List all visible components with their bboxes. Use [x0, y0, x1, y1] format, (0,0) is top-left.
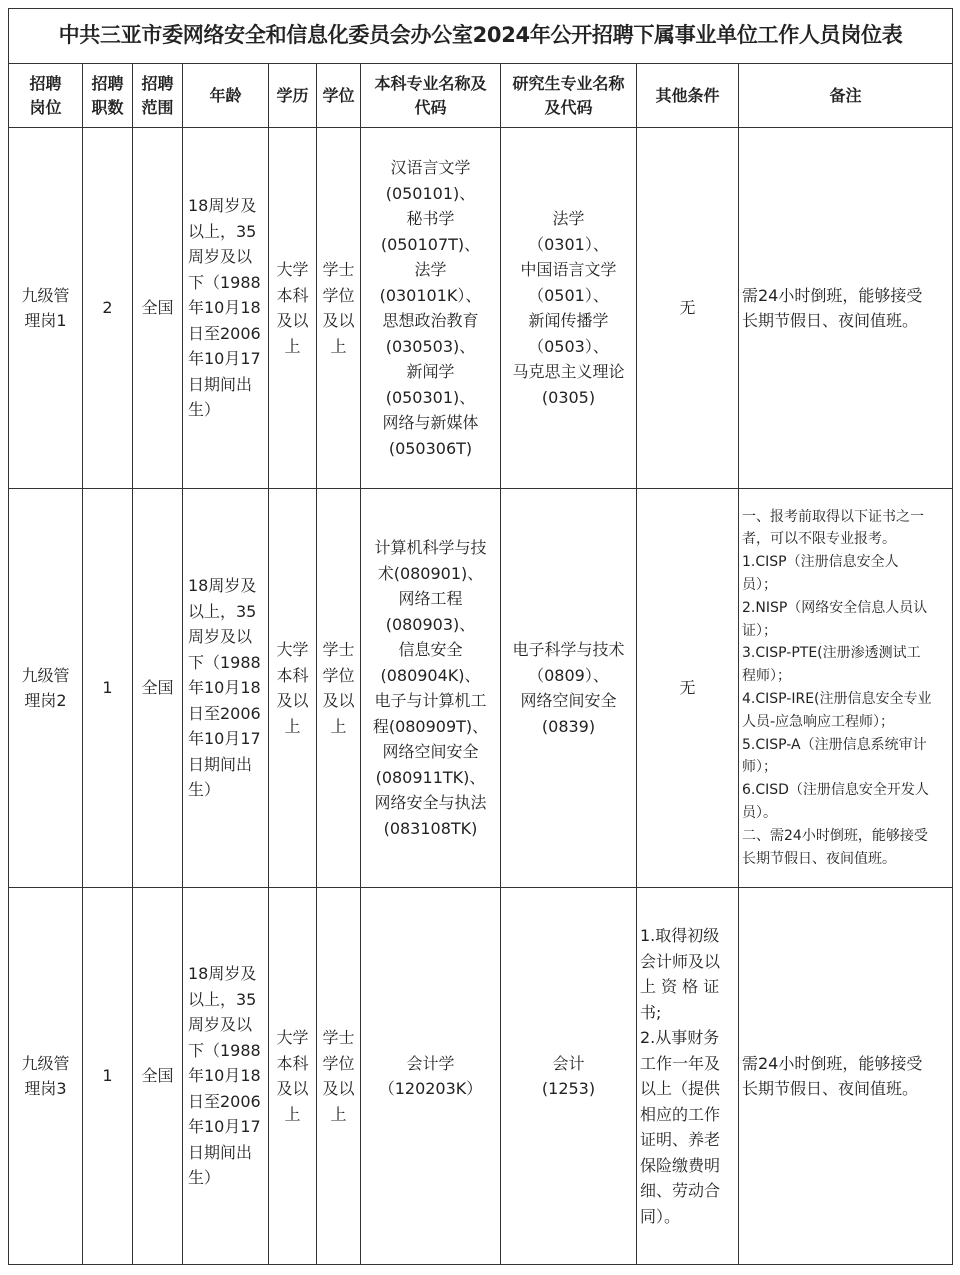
cell-count: 1	[83, 888, 133, 1265]
cell-post: 九级管 理岗3	[9, 888, 83, 1265]
cell-age: 18周岁及 以上，35 周岁及以 下（1988 年10月18 日至2006 年10月17 日期间出 生）	[183, 128, 269, 489]
cell-other: 无	[637, 128, 739, 489]
cell-education: 大学 本科 及以 上	[269, 888, 317, 1265]
cell-undergrad: 会计学 （120203K）	[361, 888, 501, 1265]
table-row	[9, 128, 953, 489]
header-remark: 备注	[739, 64, 953, 128]
table-row	[9, 489, 953, 888]
cell-age: 18周岁及 以上，35 周岁及以 下（1988 年10月18 日至2006 年10月17 日期间出 生）	[183, 888, 269, 1265]
cell-degree: 学士 学位 及以 上	[317, 888, 361, 1265]
header-post: 招聘 岗位	[9, 64, 83, 128]
cell-undergrad: 汉语言文学 (050101)、 秘书学 (050107T)、 法学 (030101K）、 思想政治教育 (030503)、 新闻学 (050301)、 网络与新媒体 (050306T)	[361, 128, 501, 489]
cell-education: 大学 本科 及以 上	[269, 128, 317, 489]
cell-scope: 全国	[133, 888, 183, 1265]
table-title: 中共三亚市委网络安全和信息化委员会办公室2024年公开招聘下属事业单位工作人员岗位表	[9, 9, 953, 64]
cell-graduate: 会计 (1253)	[501, 888, 637, 1265]
cell-graduate: 电子科学与技术 （0809）、 网络空间安全 (0839)	[501, 489, 637, 888]
cell-post: 九级管 理岗2	[9, 489, 83, 888]
cell-remark: 需24小时倒班，能够接受 长期节假日、夜间值班。	[739, 128, 953, 489]
cell-degree: 学士 学位 及以 上	[317, 128, 361, 489]
cell-graduate: 法学 （0301）、 中国语言文学 （0501）、 新闻传播学 （0503）、 马克思主义理论 (0305)	[501, 128, 637, 489]
header-other: 其他条件	[637, 64, 739, 128]
cell-count: 1	[83, 489, 133, 888]
cell-count: 2	[83, 128, 133, 489]
header-graduate: 研究生专业名称 及代码	[501, 64, 637, 128]
header-age: 年龄	[183, 64, 269, 128]
header-row	[9, 64, 953, 128]
cell-other: 无	[637, 489, 739, 888]
cell-scope: 全国	[133, 128, 183, 489]
cell-post: 九级管 理岗1	[9, 128, 83, 489]
table-row	[9, 888, 953, 1265]
header-degree: 学位	[317, 64, 361, 128]
cell-education: 大学 本科 及以 上	[269, 489, 317, 888]
cell-degree: 学士 学位 及以 上	[317, 489, 361, 888]
cell-remark: 需24小时倒班，能够接受 长期节假日、夜间值班。	[739, 888, 953, 1265]
header-undergrad: 本科专业名称及 代码	[361, 64, 501, 128]
recruitment-table	[8, 8, 953, 1265]
cell-scope: 全国	[133, 489, 183, 888]
header-education: 学历	[269, 64, 317, 128]
cell-age: 18周岁及 以上，35 周岁及以 下（1988 年10月18 日至2006 年10月17 日期间出 生）	[183, 489, 269, 888]
header-scope: 招聘 范围	[133, 64, 183, 128]
cell-other: 1.取得初级 会计师及以 上 资 格 证 书; 2.从事财务 工作一年及 以上（提供 相应的工作 证明、养老 保险缴费明 细、劳动合 同）。	[637, 888, 739, 1265]
cell-remark: 一、报考前取得以下证书之一 者，可以不限专业报考。 1.CISP（注册信息安全人 员）； 2.NISP（网络安全信息人员认 证）； 3.CISP-PTE(注册渗透测试工 程师）； 4.CISP-IRE(注册信息安全专业 人员-应急响应工程师）； 5.CISP-A（注册信息系统审计 师）； 6.CISD（注册信息安全开发人 员）。 二、需24小时倒班，能够接受 长期节假日、夜间值班。	[739, 489, 953, 888]
header-count: 招聘 职数	[83, 64, 133, 128]
cell-undergrad: 计算机科学与技 术(080901)、 网络工程 (080903)、 信息安全 (080904K)、 电子与计算机工 程(080909T)、 网络空间安全 (080911TK)、 网络安全与执法 (083108TK)	[361, 489, 501, 888]
